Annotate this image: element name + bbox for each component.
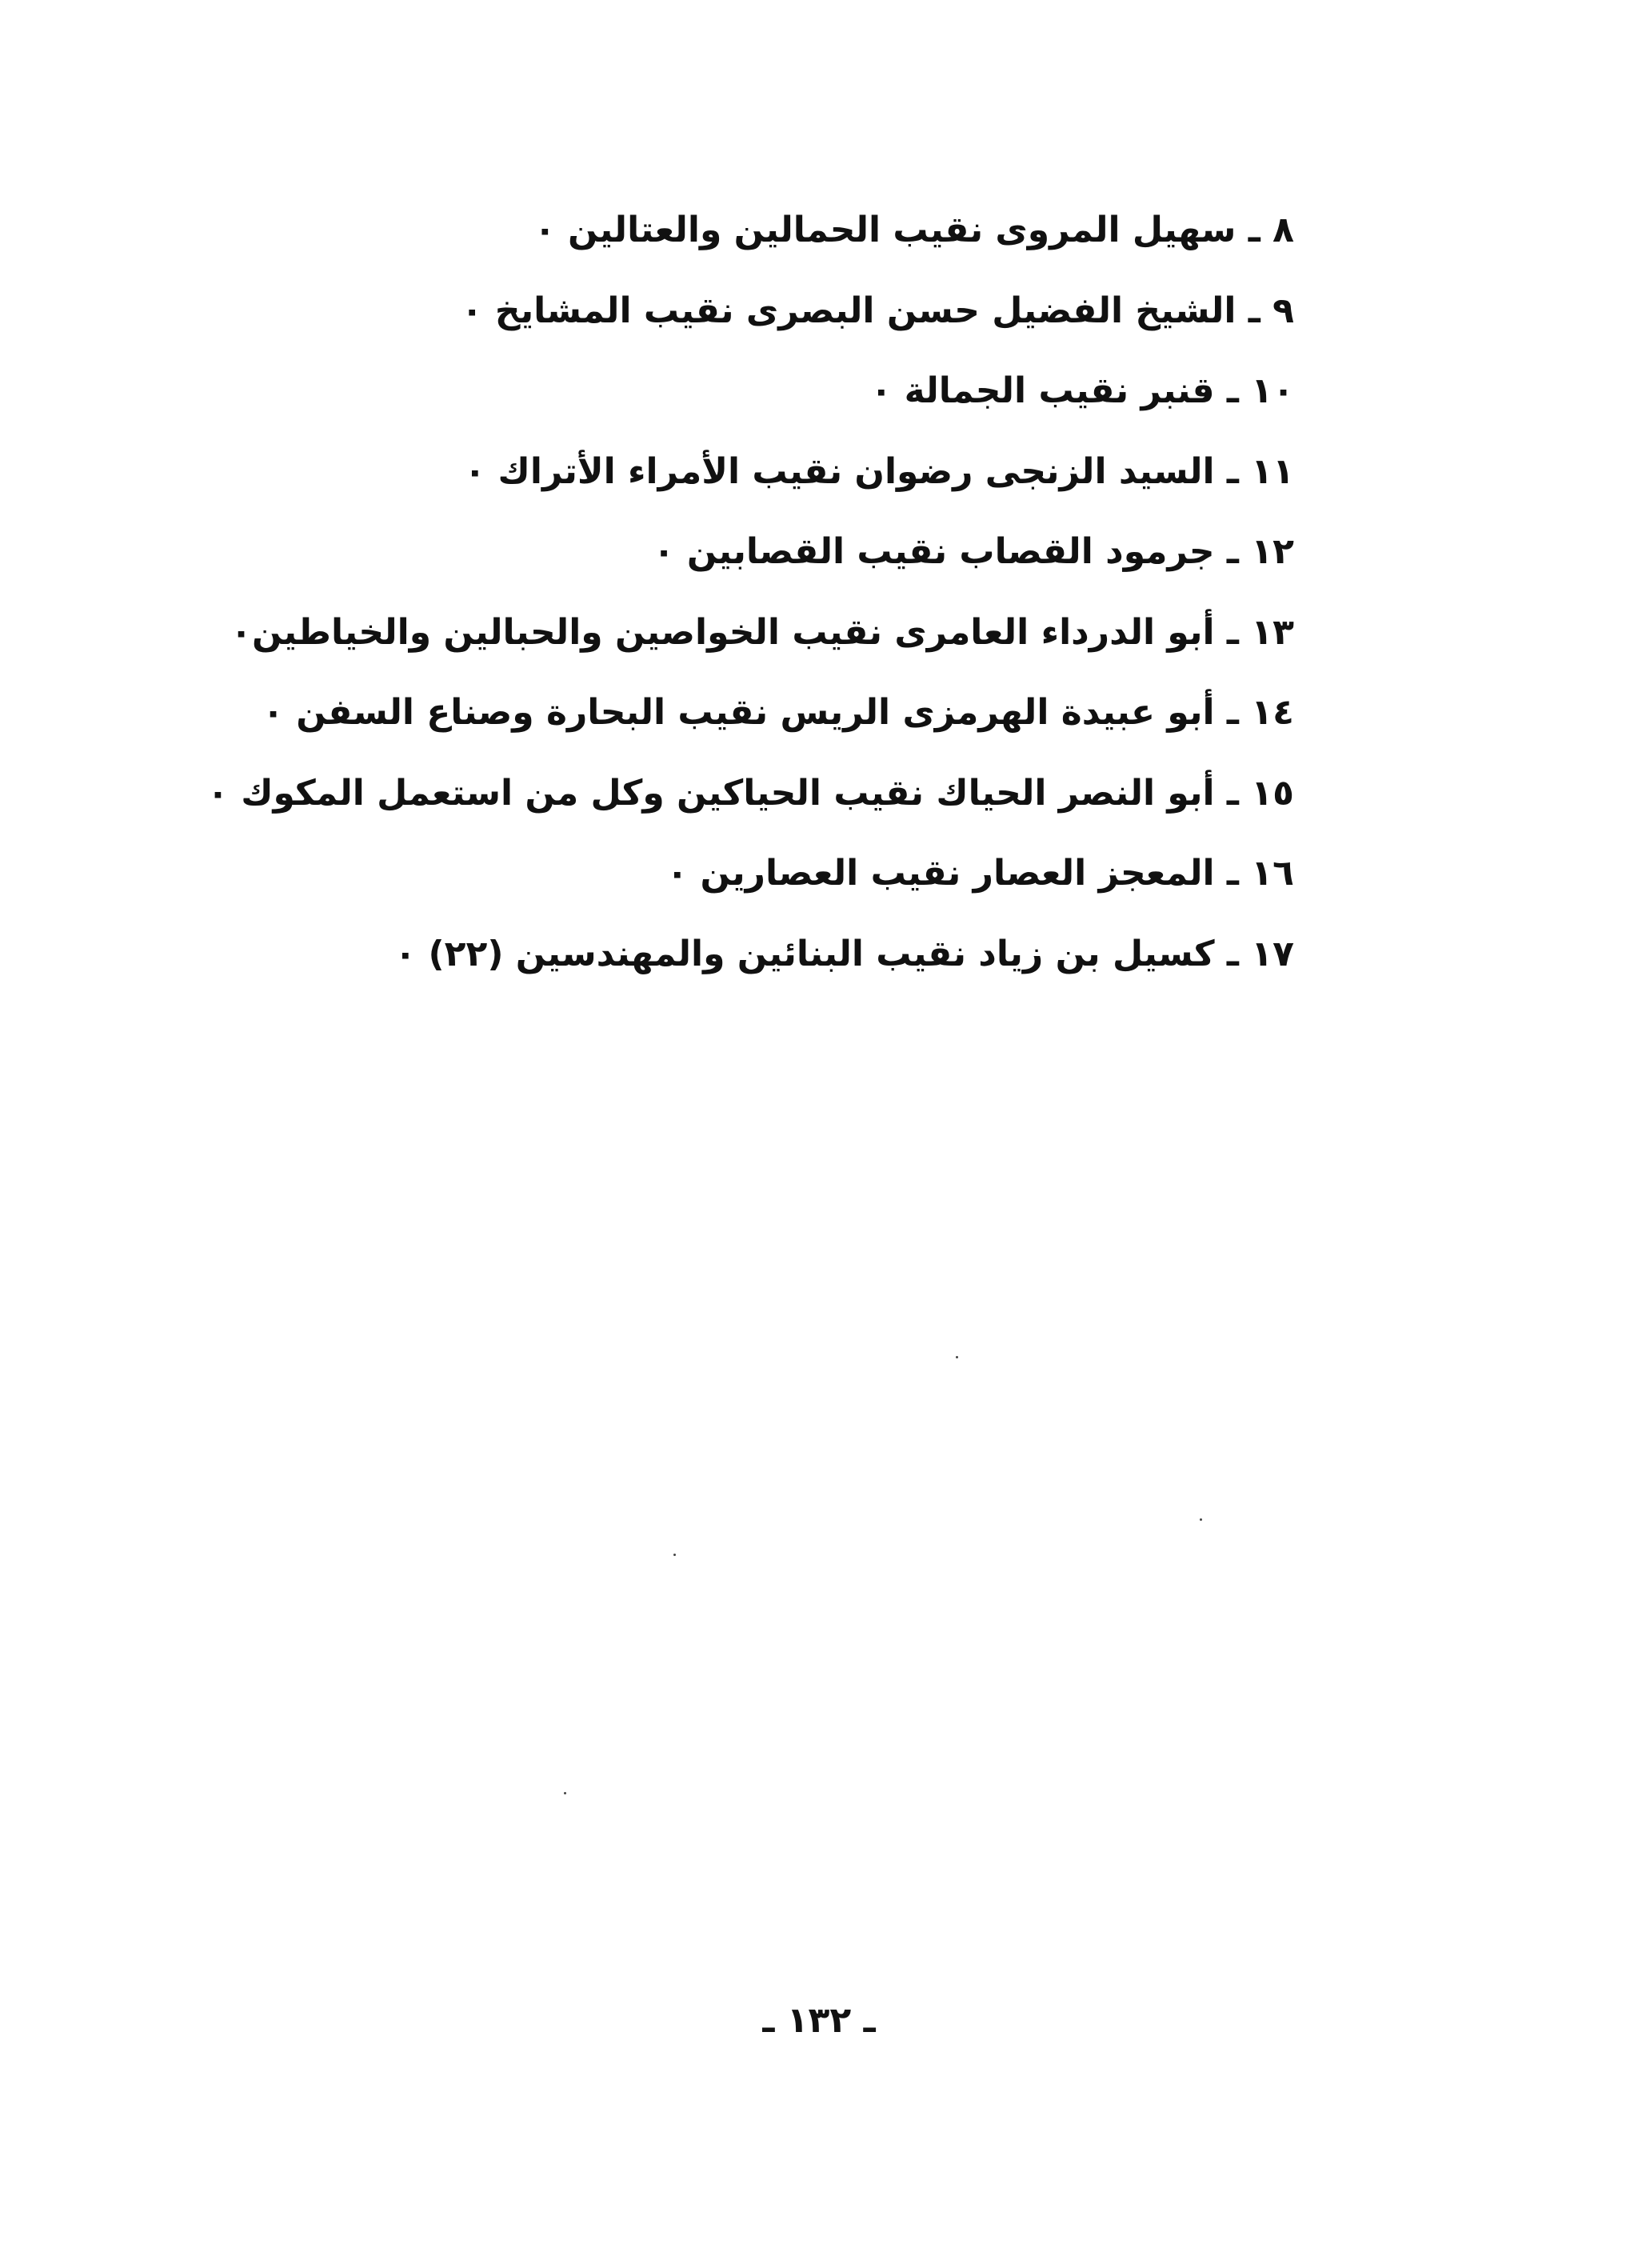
list-item: ١٠ ـ قنبر نقيب الجمالة ٠: [870, 370, 1294, 411]
list-item: ١٣ ـ أبو الدرداء العامرى نقيب الخواصين والحبالين والخياطين٠: [230, 611, 1294, 653]
list-item: ١١ ـ السيد الزنجى رضوان نقيب الأمراء الأتراك ٠: [464, 450, 1294, 492]
page-number: ـ ١٣٢ ـ: [762, 2000, 876, 2041]
list-item: ١٢ ـ جرمود القصاب نقيب القصابين ٠: [653, 531, 1294, 572]
scan-speck: [673, 1554, 676, 1556]
scan-speck: [564, 1792, 566, 1794]
list-item: ٨ ـ سهيل المروى نقيب الحمالين والعتالين ٠: [533, 210, 1294, 250]
list-item: ١٦ ـ المعجز العصار نقيب العصارين ٠: [666, 853, 1294, 894]
scan-speck: [956, 1356, 958, 1358]
list-item: ١٧ ـ كسيل بن زياد نقيب البنائين والمهندسين (٢٢) ٠: [394, 933, 1294, 974]
guild-heads-list: [158, 190, 1294, 994]
scan-speck: [1200, 1518, 1202, 1521]
list-item: ١٥ ـ أبو النصر الحياك نقيب الحياكين وكل من استعمل المكوك ٠: [207, 772, 1294, 814]
list-item: ١٤ ـ أبو عبيدة الهرمزى الريس نقيب البحارة وصناع السفن ٠: [262, 692, 1294, 733]
list-item: ٩ ـ الشيخ الفضيل حسن البصرى نقيب المشايخ ٠: [461, 290, 1294, 331]
